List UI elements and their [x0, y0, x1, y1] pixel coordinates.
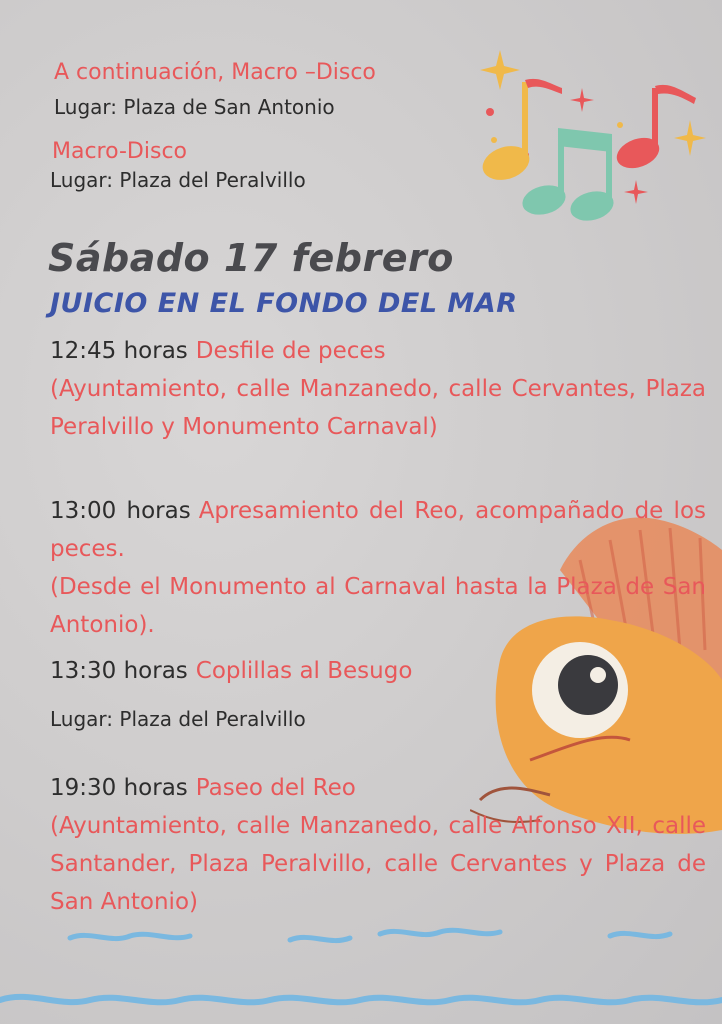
intro-macro-disco: Macro-Disco: [52, 139, 187, 164]
event-name: Apresamiento del Reo, acompañado de los peces.: [50, 498, 706, 562]
event-name: Coplillas al Besugo: [195, 658, 413, 684]
event-detail: (Desde el Monumento al Carnaval hasta la Plaza de San Antonio).: [50, 574, 706, 638]
event-time: 19:30 horas: [50, 775, 188, 801]
event-2: [50, 492, 706, 644]
event-name: Paseo del Reo: [195, 775, 356, 801]
intro-place-san-antonio: Lugar: Plaza de San Antonio: [54, 95, 335, 119]
event-4: [50, 769, 706, 921]
event-time: 13:30 horas: [50, 658, 188, 684]
sea-wave-lines: [0, 920, 722, 1024]
event-3-place: Lugar: Plaza del Peralvillo: [50, 707, 306, 731]
event-time: 13:00 horas: [50, 498, 191, 524]
music-notes-icon: [470, 40, 710, 230]
event-3: [50, 652, 706, 690]
intro-macro-disco-continuation: A continuación, Macro –Disco: [54, 60, 376, 85]
day-title: Sábado 17 febrero: [48, 236, 454, 280]
intro-place-peralvillo: Lugar: Plaza del Peralvillo: [50, 168, 306, 192]
event-detail: (Ayuntamiento, calle Manzanedo, calle Cervantes, Plaza Peralvillo y Monumento Carnaval): [50, 376, 706, 440]
event-name: Desfile de peces: [195, 338, 386, 364]
event-time: 12:45 horas: [50, 338, 188, 364]
event-detail: (Ayuntamiento, calle Manzanedo, calle Alfonso XII, calle Santander, Plaza Peralvillo, calle Cervantes y Plaza de San Antonio): [50, 813, 706, 915]
event-1: [50, 332, 706, 446]
day-subtitle: JUICIO EN EL FONDO DEL MAR: [50, 288, 518, 319]
